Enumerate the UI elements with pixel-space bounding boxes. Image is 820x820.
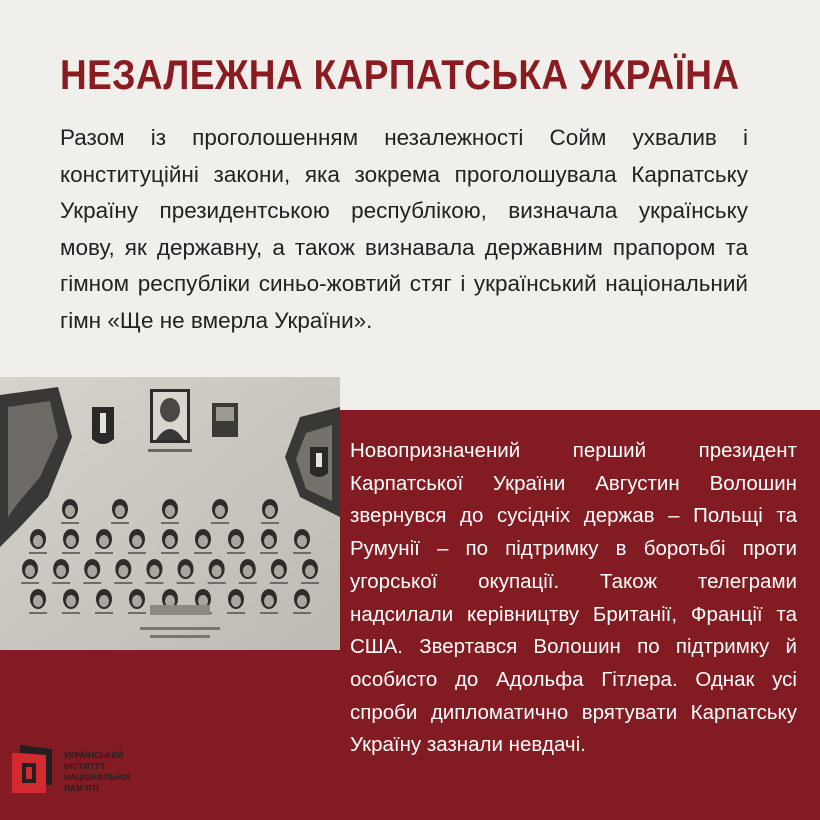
portrait-face-highlight [231,535,241,547]
portrait-face-highlight [99,595,109,607]
portrait-face-highlight [265,505,275,517]
portrait-face-highlight [99,535,109,547]
portrait-caption [194,552,212,554]
portrait-caption [211,522,229,524]
institute-name [64,750,160,794]
historical-photo [0,377,340,650]
portrait-face-highlight [118,565,128,577]
portrait-face-highlight [264,595,274,607]
portrait-face-highlight [297,595,307,607]
portrait-caption [301,582,319,584]
portrait-face-highlight [87,565,97,577]
portrait-face-highlight [165,505,175,517]
portrait-face-highlight [25,565,35,577]
portrait-face-highlight [149,565,159,577]
portrait-face-highlight [66,535,76,547]
portrait-caption [95,552,113,554]
portrait-caption [293,552,311,554]
portrait-face-highlight [243,565,253,577]
portrait-caption [21,582,39,584]
portrait-face-highlight [198,535,208,547]
portrait-face-highlight [181,565,191,577]
portrait-caption [161,552,179,554]
portrait-caption [270,582,288,584]
portrait-caption [260,552,278,554]
intro-paragraph: Разом із проголошенням незалежності Сойм ухвалив і конституційні закони, яка зокрема проголошувала Карпатську Україну президентською республікою, визначала українську мову, як державну, а також визнавала державним прапором та гімном республіки синьо-жовтий стяг і український національний гімн «Ще не вмерла України». [60,125,748,333]
logo-line-4: ПАМ'ЯТІ [64,784,100,793]
portrait-caption [62,612,80,614]
side-paragraph: Новопризначений перший президент Карпатської України Августин Волошин звернувся до сусідніх держав – Польщі та Румунії – по підтримку в боротьбі проти угорської окупації. Також телеграми надсилали керівництву Британії, Франції та США. Звертався Волошин по підтримку й особисто до Адольфа Гітлера. Однак усі спроби дипломатично врятувати Карпатську Україну зазнали невдачі. [350,439,797,757]
portrait-face-highlight [56,565,66,577]
portrait-face-highlight [33,535,43,547]
logo-line-1: УКРАЇНСЬКИЙ [64,751,124,760]
portrait-face-highlight [132,535,142,547]
portrait-caption [52,582,70,584]
portrait-face-highlight [165,535,175,547]
portrait-caption [111,522,129,524]
portrait-caption [227,552,245,554]
portrait-face-highlight [215,505,225,517]
portrait-caption [161,522,179,524]
portrait-face-highlight [274,565,284,577]
portrait-face-highlight [132,595,142,607]
logo-line-2: ІНСТИТУТ [64,762,106,771]
portrait-caption [29,612,47,614]
portrait-face-highlight [212,565,222,577]
portrait-caption [208,582,226,584]
portrait-caption [83,582,101,584]
portrait-caption [177,582,195,584]
portrait-face-highlight [66,595,76,607]
portrait-caption [239,582,257,584]
portrait-face-highlight [264,535,274,547]
portrait-caption [261,522,279,524]
portrait-caption [29,552,47,554]
portrait-face-highlight [33,595,43,607]
institute-logo-icon [10,745,54,795]
historical-group-photo-icon [0,377,340,650]
portrait-face-highlight [297,535,307,547]
portrait-face-highlight [115,505,125,517]
portrait-caption [227,612,245,614]
portrait-face-highlight [231,595,241,607]
page-title: НЕЗАЛЕЖНА КАРПАТСЬКА УКРАЇНА [60,51,740,98]
portrait-caption [128,612,146,614]
portrait-caption [128,552,146,554]
portrait-caption [293,612,311,614]
logo-line-3: НАЦІОНАЛЬНОЇ [64,773,131,782]
portrait-caption [260,612,278,614]
institute-logo [10,745,160,805]
portrait-face-highlight [65,505,75,517]
portrait-caption [95,612,113,614]
portrait-caption [114,582,132,584]
portrait-caption [145,582,163,584]
portrait-caption [62,552,80,554]
portrait-face-highlight [305,565,315,577]
portrait-caption [61,522,79,524]
